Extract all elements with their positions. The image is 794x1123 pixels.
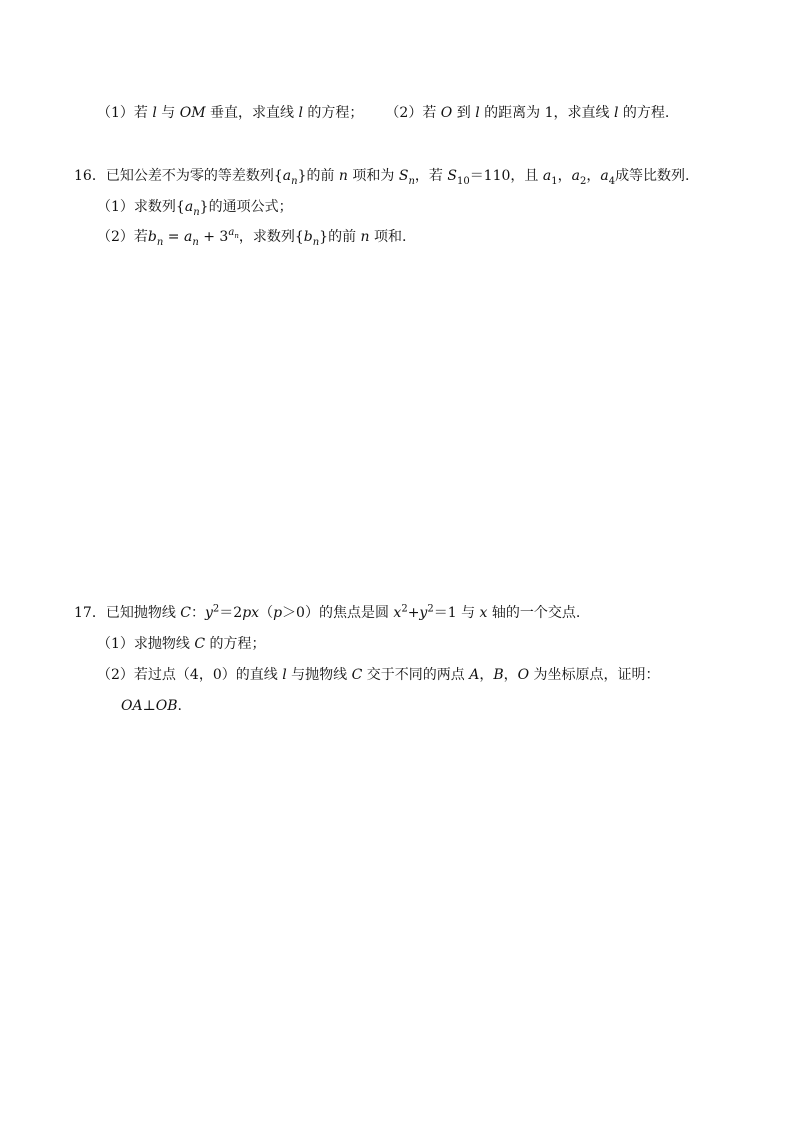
- q16-part1: （1）求数列$\{a_n\}$的通项公式；: [97, 199, 293, 218]
- q16-part2-number: （2）: [97, 229, 134, 245]
- q17-part2: （2）若过点（4，0）的直线 l 与抛物线 C 交于不同的两点 A，B，O 为坐标原点，证明：: [97, 667, 660, 683]
- q17-stem: 17．已知抛物线 C：$y^2=2px(p>0)$的焦点是圆 $x^2+y^2=1$ 与 x 轴的一个交点.: [74, 603, 581, 621]
- perpendicular-symbol: ⊥: [142, 698, 156, 714]
- q15-part1-number: （1）: [97, 105, 134, 121]
- q16-part1-number: （1）: [97, 199, 134, 215]
- q17-number: 17．: [74, 605, 106, 621]
- q15-part2-number: （2）: [385, 105, 423, 121]
- q16-part2: （2）若$b_n = a_n + 3^{a_n}$，求数列$\{b_n\}$的前 n 项和.: [97, 227, 407, 248]
- q15-parts-line: （1）若 l 与 OM 垂直，求直线 l 的方程； （2）若 O 到 l 的距离为 1，求直线 l 的方程.: [97, 105, 670, 121]
- q17-part1: （1）求抛物线 C 的方程；: [97, 636, 266, 652]
- q16-number: 16．: [74, 168, 106, 184]
- q17-part1-number: （1）: [97, 636, 134, 652]
- q17-part2-continuation: OA⊥OB.: [121, 698, 182, 714]
- q16-stem: 16．已知公差不为零的等差数列$\{a_n\}$的前 n 项和为 $S_n$，若 $S_{10}=110$，且 $a_1$，$a_2$，$a_4$成等比数列.: [74, 168, 690, 187]
- q17-part2-number: （2）: [97, 667, 134, 683]
